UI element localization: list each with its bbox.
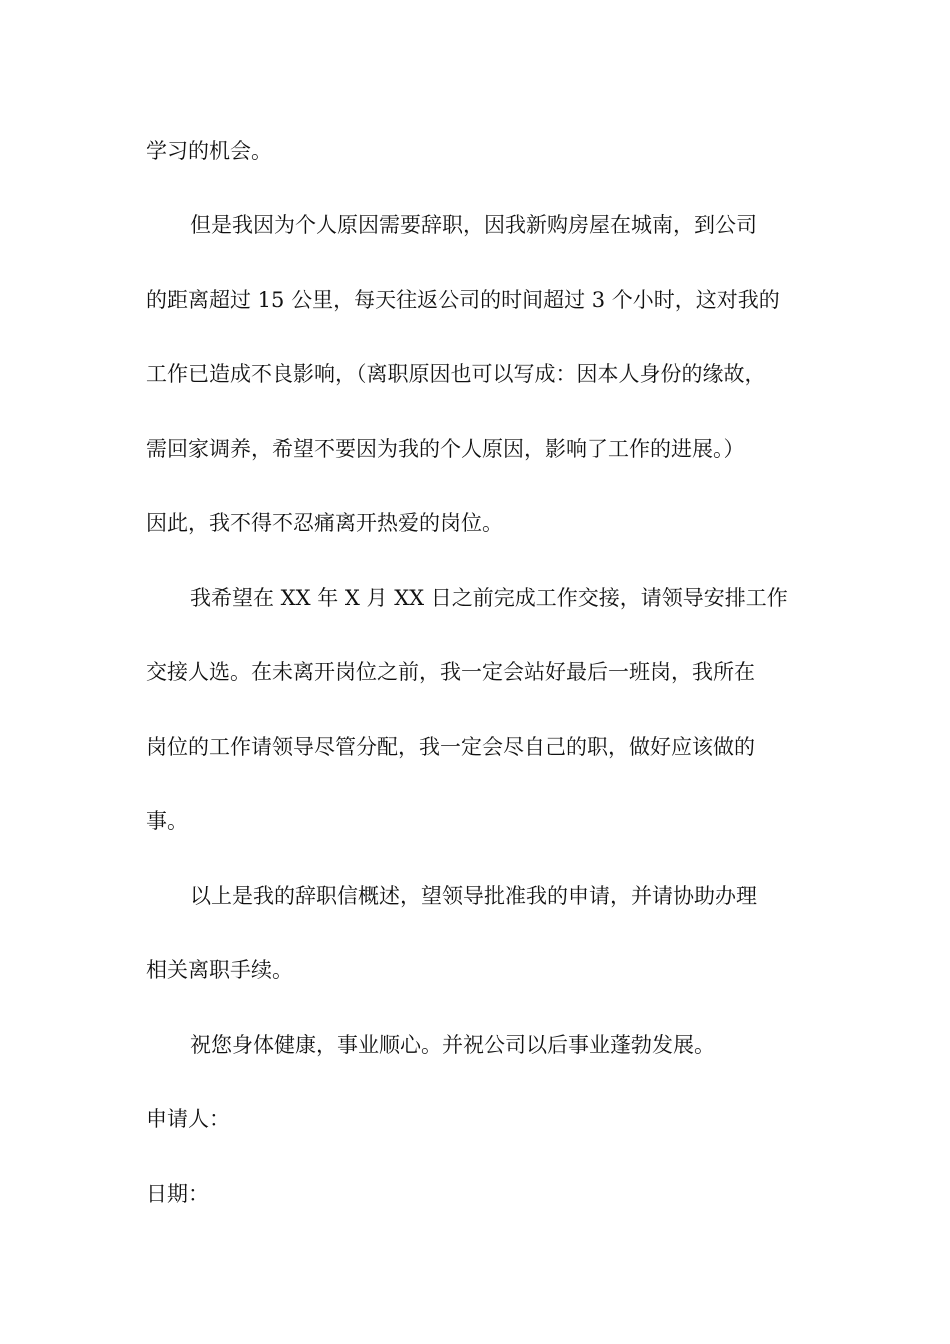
text-line: 我希望在 XX 年 X 月 XX 日之前完成工作交接，请领导安排工作	[190, 586, 788, 610]
text-line: 学习的机会。	[146, 139, 272, 163]
text-line: 以上是我的辞职信概述，望领导批准我的申请，并请协助办理	[190, 884, 757, 908]
date-label: 日期：	[146, 1182, 209, 1206]
applicant-label: 申请人：	[146, 1107, 230, 1131]
text-line: 祝您身体健康，事业顺心。并祝公司以后事业蓬勃发展。	[190, 1033, 715, 1057]
text-line: 岗位的工作请领导尽管分配，我一定会尽自己的职，做好应该做的	[146, 735, 755, 759]
text-line: 的距离超过 15 公里，每天往返公司的时间超过 3 个小时，这对我的	[146, 288, 780, 312]
text-line: 需回家调养，希望不要因为我的个人原因，影响了工作的进展。）	[146, 437, 745, 461]
text-line: 工作已造成不良影响，（离职原因也可以写成：因本人身份的缘故，	[146, 362, 766, 386]
text-line: 但是我因为个人原因需要辞职，因我新购房屋在城南，到公司	[190, 213, 757, 237]
text-line: 交接人选。在未离开岗位之前，我一定会站好最后一班岗，我所在	[146, 660, 755, 684]
text-line: 因此，我不得不忍痛离开热爱的岗位。	[146, 511, 503, 535]
text-line: 相关离职手续。	[146, 958, 293, 982]
text-line: 事。	[146, 809, 188, 833]
